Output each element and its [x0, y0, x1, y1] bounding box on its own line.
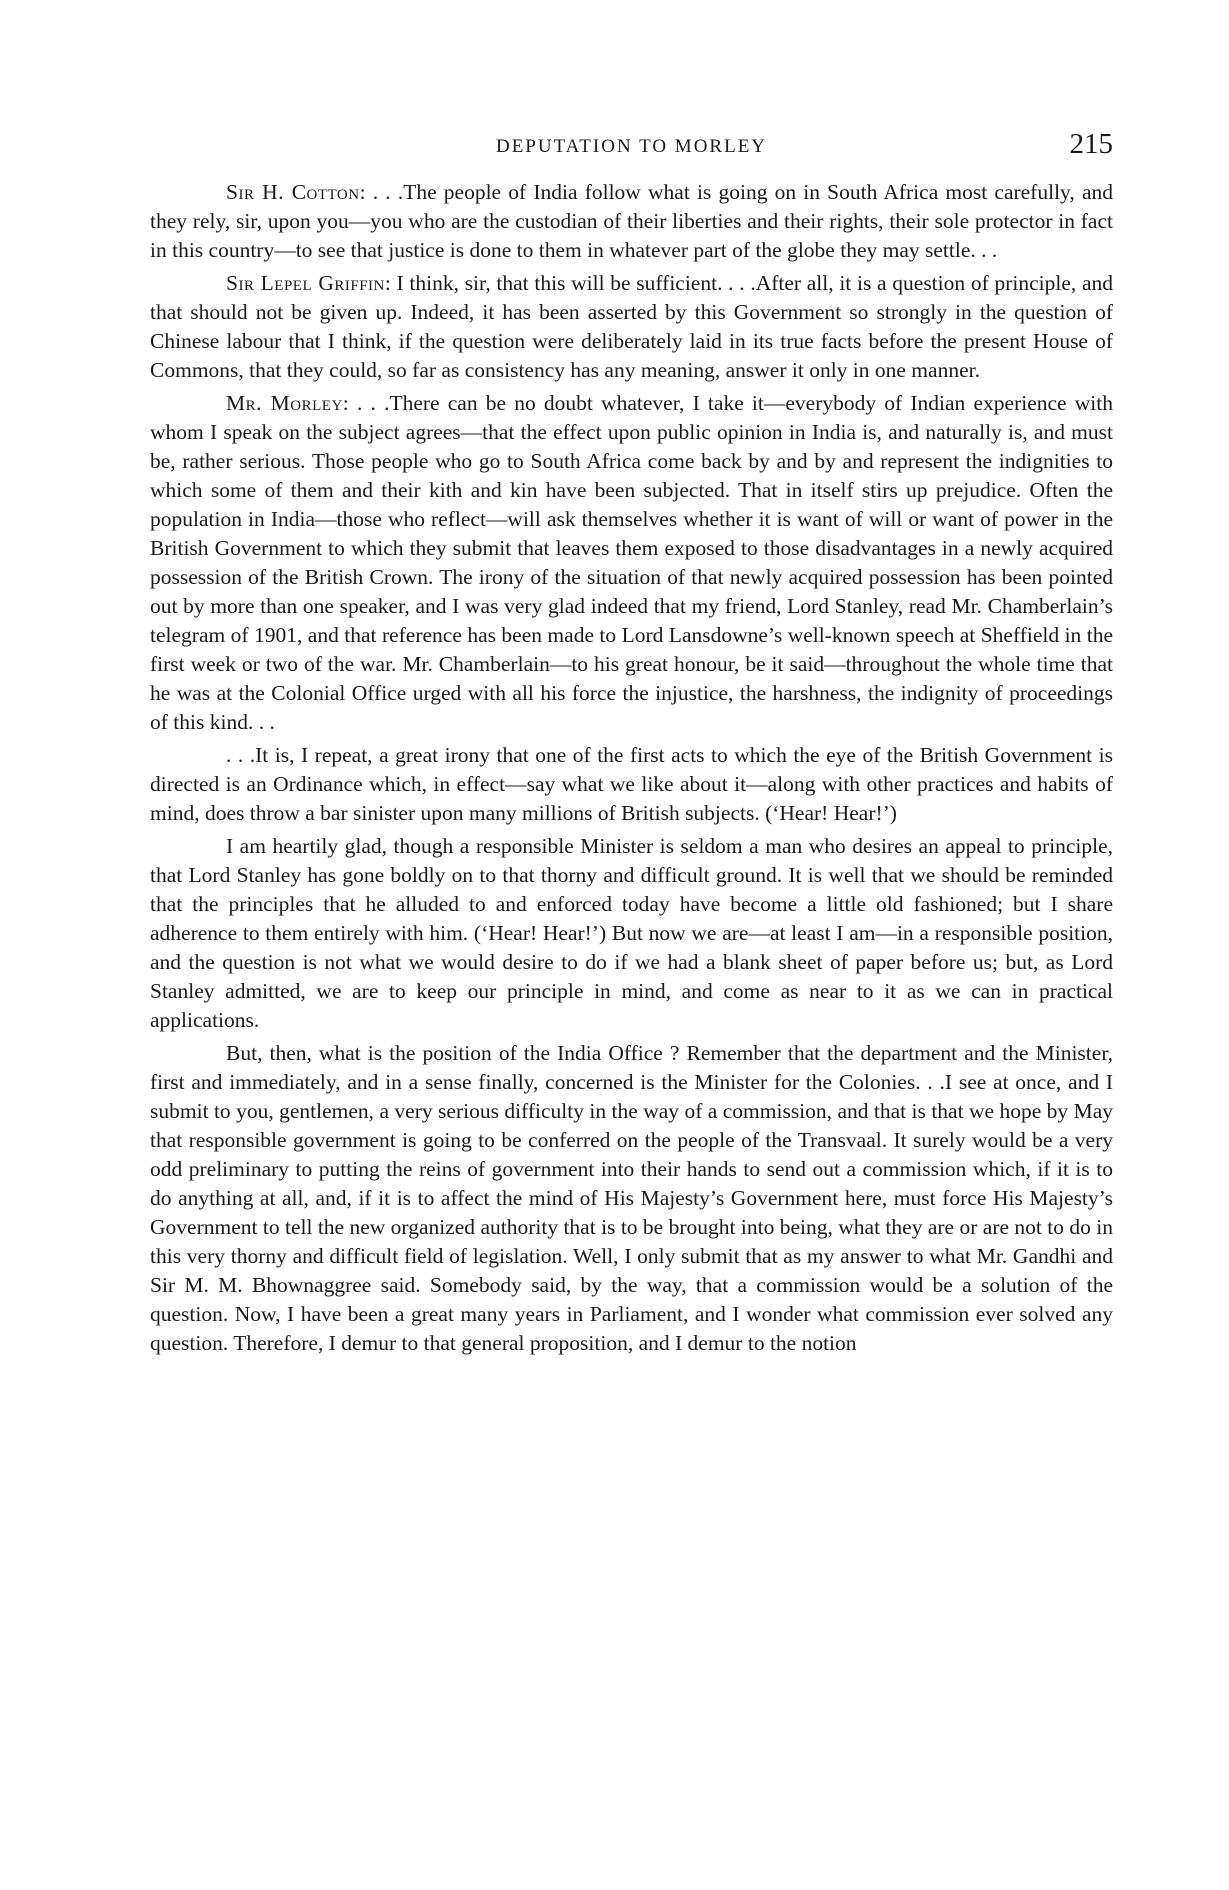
paragraph-principle: [150, 832, 1113, 1035]
paragraph-text: I am heartily glad, though a responsible Minister is seldom a man who desires an appeal to principle, that Lord Stanley has gone boldly on to that thorny and difficult ground. It is well that we should be reminded that the principles that he alluded to and enforced today have become a little old fashioned; but I share adherence to them entirely with him. (‘Hear! Hear!’) But now we are—at least I am—in a responsible position, and the question is not what we would desire to do if we had a blank sheet of paper before us; but, as Lord Stanley admitted, we are to keep our principle in mind, and come as near to it as we can in practical applications.: [150, 834, 1113, 1032]
paragraph-irony: [150, 741, 1113, 828]
page-number: 215: [1069, 128, 1113, 160]
paragraph-india-office: [150, 1039, 1113, 1358]
speaker-name: Sir Lepel Griffin: [226, 271, 385, 295]
watermark: CWMG VI: [1096, 640, 1203, 1200]
running-title: DEPUTATION TO MORLEY: [495, 136, 768, 157]
paragraph-text: . . .It is, I repeat, a great irony that one of the first acts to which the eye of the British Government is directed is an Ordinance which, in effect—say what we like about it—along with other practices and habits of mind, does throw a bar sinister upon many millions of British subjects. (‘Hear! Hear!’): [150, 743, 1113, 825]
paragraph-griffin: [150, 269, 1113, 385]
paragraph-text: : . . .There can be no doubt whatever, I take it—everybody of Indian experience with whom I speak on the subject agrees—that the effect upon public opinion in India is, and naturally is, and must be, rather serious. Those people who go to South Africa come back by and by and represent the indignities to which some of them and their kith and kin have been subjected. That in itself stirs up prejudice. Often the population in India—those who reflect—will ask themselves whether it is want of will or want of power in the British Government to which they submit that leaves them exposed to those disadvantages in a newly acquired possession of the British Crown. The irony of the situation of that newly acquired possession has been pointed out by more than one speaker, and I was very glad indeed that my friend, Lord Stanley, read Mr. Chamberlain’s telegram of 1901, and that reference has been made to Lord Lansdowne’s well-known speech at Sheffield in the first week or two of the war. Mr. Chamberlain—to his great honour, be it said—throughout the whole time that he was at the Colonial Office urged with all his force the injustice, the harshness, the indignity of proceedings of this kind. . .: [150, 391, 1113, 734]
paragraph-text: But, then, what is the position of the India Office ? Remember that the department and the Minister, first and immediately, and in a sense finally, concerned is the Minister for the Colonies. . .I see at once, and I submit to you, gentlemen, a very serious difficulty in the way of a commission, and that is that we hope by May that responsible government is going to be conferred on the people of the Transvaal. It surely would be a very odd preliminary to putting the reins of government into their hands to send out a commission which, if it is to do anything at all, and, if it is to affect the mind of His Majesty’s Government here, must force His Majesty’s Government to tell the new organized authority that is to be brought into being, what they are or are not to do in this very thorny and difficult field of legislation. Well, I only submit that as my answer to what Mr. Gandhi and Sir M. M. Bhownaggree said. Somebody said, by the way, that a commission would be a solution of the question. Now, I have been a great many years in Parliament, and I wonder what commission ever solved any question. Therefore, I demur to that general proposition, and I demur to the notion: [150, 1041, 1113, 1355]
running-header: [150, 128, 1113, 168]
speaker-name: Mr. Morley: [226, 391, 343, 415]
paragraph-cotton: [150, 178, 1113, 265]
paragraph-text: : I think, sir, that this will be sufficient. . . .After all, it is a question of principle, and that should not be given up. Indeed, it has been asserted by this Government so strongly in the question of Chinese labour that I think, if the question were deliberately laid in its true facts before the present House of Commons, that they could, so far as consistency has any meaning, answer it only in one manner.: [150, 271, 1113, 382]
body-text: [150, 178, 1113, 1358]
document-page: [150, 128, 1113, 1362]
paragraph-text: : . . .The people of India follow what is going on in South Africa most carefully, and they rely, sir, upon you—you who are the custodian of their liberties and their rights, their sole protector in fact in this country—to see that justice is done to them in whatever part of the globe they may settle. . .: [150, 180, 1113, 262]
speaker-name: Sir H. Cotton: [226, 180, 360, 204]
paragraph-morley: [150, 389, 1113, 737]
